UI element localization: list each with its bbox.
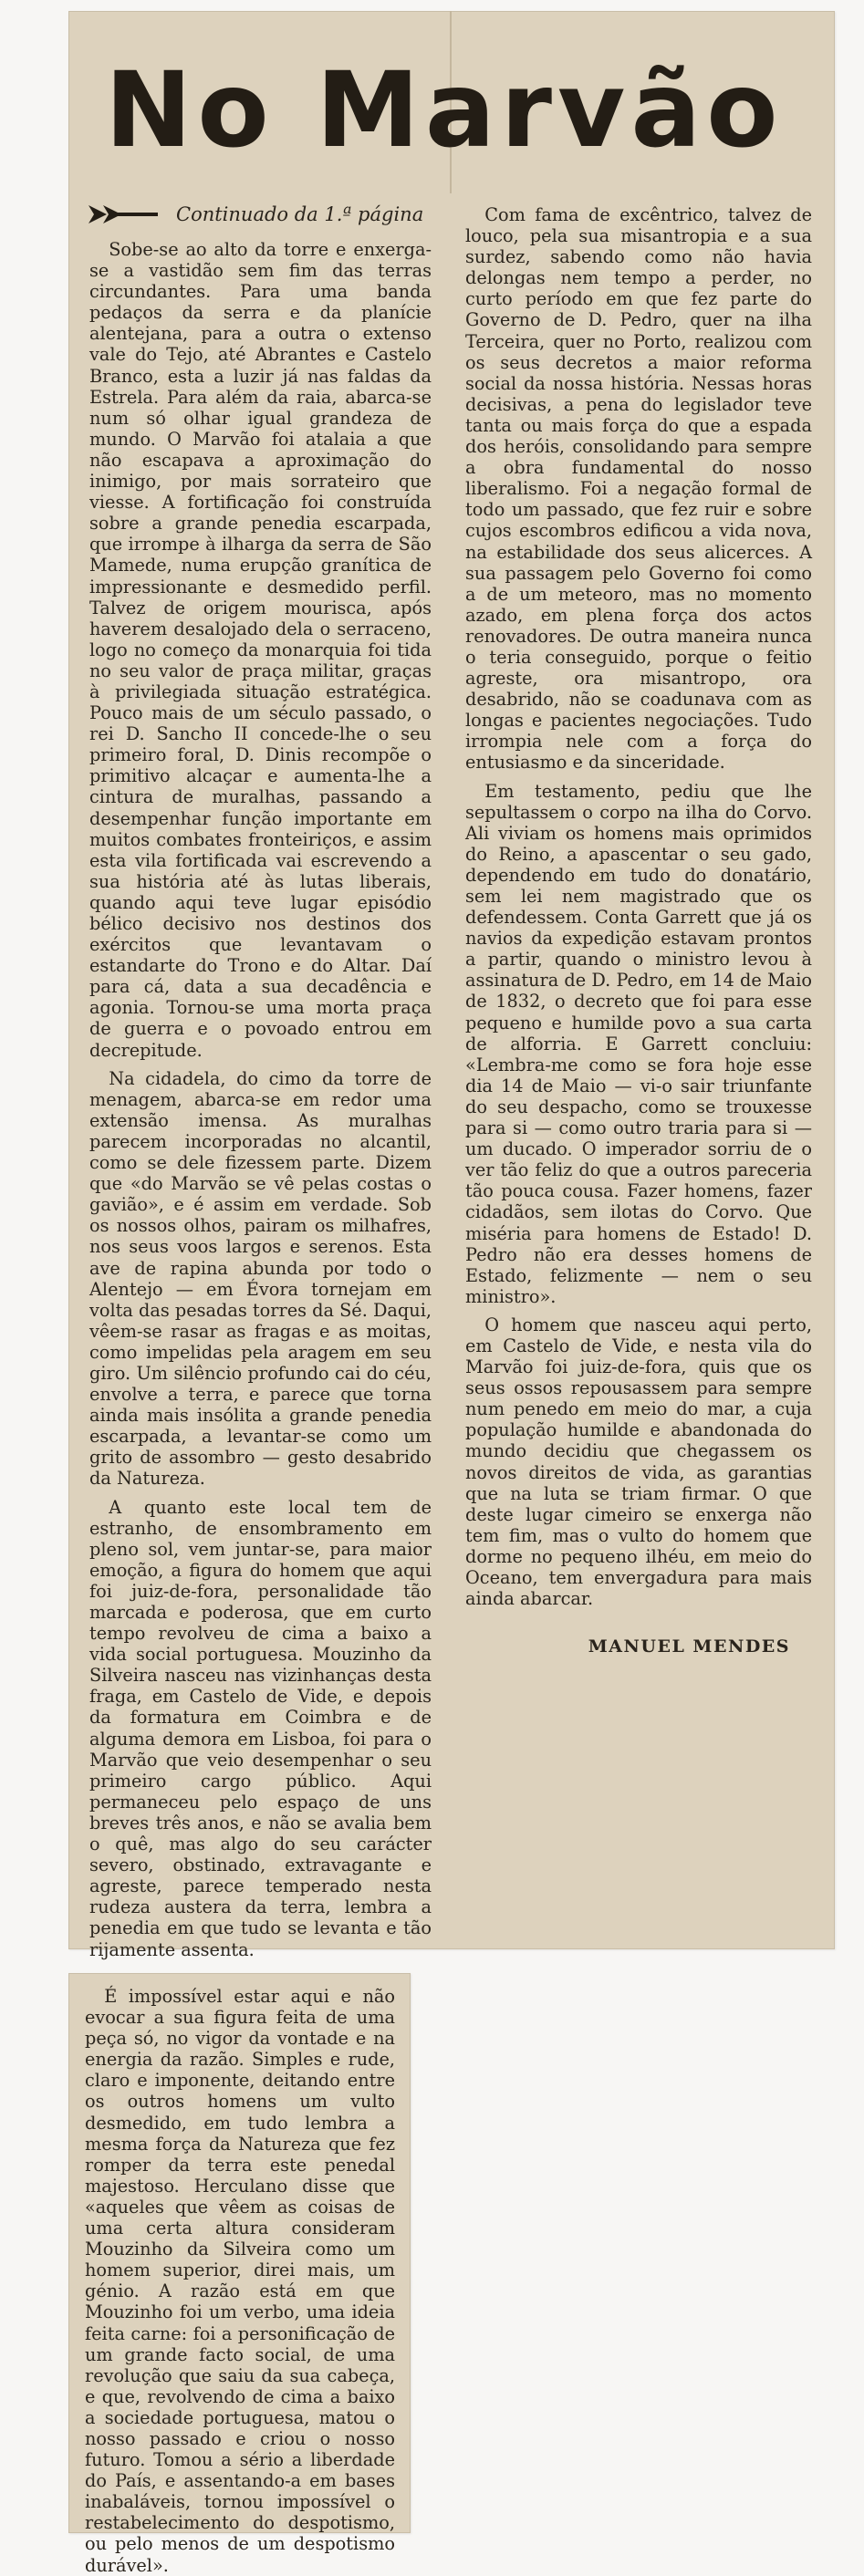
- paragraph: Sobe-se ao alto da torre e enxerga-se a vastidão sem fim das terras circundantes. Para uma banda pedaços da serra e da planície alentejana, para a outra o extenso vale do Tejo, até Abrantes e Castelo Branco, esta a luzir já nas faldas da Estrela. Para além da raia, abarca-se num só olhar igual grandeza de mundo. O Marvão foi atalaia a que não escapava a aproximação do inimigo, por mais sorrateiro que viesse. A fortificação foi construída sobre a grande penedia escarpada, que irrompe à ilharga da serra de São Mamede, numa erupção granítica de impressionante e desmedido perfil. Talvez de origem mourisca, após haverem desalojado dela o serraceno, logo no começo da monarquia foi tida no seu valor de praça militar, graças à privilegiada situação estratégica. Pouco mais de um século passado, o rei D. Sancho II concede-lhe o seu primeiro foral, D. Dinis recompõe o primitivo alcaçar e aumenta-lhe a cintura de muralhas, passando a desempenhar função importante em muitos combates fronteiriços, e assim esta vila fortificada vai escrevendo a sua história até às lutas liberais, quando aqui teve lugar episódio bélico decisivo nos destinos dos exércitos que levantavam o estandarte do Trono e do Altar. Daí para cá, data a sua decadência e agonia. Tornou-se uma morta praça de guerra e o povoado entrou em decrepitude.: [89, 239, 432, 1061]
- paragraph: Com fama de excêntrico, talvez de louco, pela sua misantropia e a sua surdez, sabendo como não havia delongas nem tempo a perder, no curto período em que fez parte do Governo de D. Pedro, quer na ilha Terceira, quer no Porto, realizou com os seus decretos a maior reforma social da nossa história. Nessas horas decisivas, a pena do legislador teve tanta ou mais força do que a espada dos heróis, consolidando para sempre a obra fundamental do nosso liberalismo. Foi a negação formal de todo um passado, que fez ruir e sobre cujos escombros edificou a vida nova, na estabilidade dos seus alicerces. A sua passagem pelo Governo foi como a de um meteoro, mas no momento azado, em plena força dos actos renovadores. De outra maneira nunca o teria conseguido, porque o feitio agreste, ora misantropo, ora desabrido, não se coadunava com as longas e pacientes negociações. Tudo irrompia nele com a força do entusiasmo e da sinceridade.: [465, 204, 812, 774]
- paragraph: É impossível estar aqui e não evocar a sua figura feita de uma peça só, no vigor da vontade e na energia da razão. Simples e rude, claro e imponente, deitando entre os outros homens um vulto desmedido, em tudo lembra a mesma força da Natureza que fez romper da terra este penedal majestoso. Herculano disse que «aqueles que vêem as coisas de uma certa altura consideram Mouzinho da Silveira como um homem superior, direi mais, um génio. A razão está em que Mouzinho foi um verbo, uma ideia feita carne: foi a personificação de um grande facto social, de uma revolução que saiu da sua cabeça, e que, revolvendo de cima a baixo a sociedade portuguesa, matou o nosso passado e criou o nosso futuro. Tomou a sério a liberdade do País, e assentando-a em bases inabaláveis, tornou impossível o restabelecimento do despotismo, ou pelo menos de um despotismo durável».: [85, 1986, 395, 2576]
- continued-header: [87, 201, 470, 228]
- headline: No Marvão: [105, 49, 784, 171]
- paragraph: A quanto este local tem de estranho, de ensombramento em pleno sol, vem juntar-se, para maior emoção, a figura do homem que aqui foi juiz-de-fora, personalidade tão marcada e poderosa, que em curto tempo revolveu de cima a baixo a vida social portuguesa. Mouzinho da Silveira nasceu nas vizinhanças desta fraga, em Castelo de Vide, e depois da formatura em Coimbra e de alguma demora em Lisboa, foi para o Marvão que veio desempenhar o seu primeiro cargo público. Aqui permaneceu pelo espaço de uns breves três anos, e não se avalia bem o quê, mas algo do seu carácter severo, obstinado, extravagante e agreste, parece temperado nesta rudeza austera da terra, lembra a penedia em que tudo se levanta e tão rijamente assenta.: [89, 1496, 432, 1960]
- article-column-left: [89, 239, 432, 1960]
- author-byline: MANUEL MENDES: [588, 1636, 790, 1657]
- paragraph: Em testamento, pediu que lhe sepultassem o corpo na ilha do Corvo. Ali viviam os homens mais oprimidos do Reino, a apascentar o seu gado, dependendo em tudo do donatário, sem lei nem magistrado que os defendessem. Conta Garrett que já os navios da expedição estavam prontos a partir, quando o ministro levou à assinatura de D. Pedro, em 14 de Maio de 1832, o decreto que foi para esse pequeno e humilde povo a sua carta de alforria. E Garrett concluiu: «Lembra-me como se fora hoje esse dia 14 de Maio — vi-o sair triunfante do seu despacho, como se trouxesse para si — como outro traria para si — um ducado. O imperador sorriu de o ver tão feliz do que a outros pareceria tão pouca cousa. Fazer homens, fazer cidadãos, sem ilotas do Corvo. Que miséria para homens de Estado! D. Pedro não era desses homens de Estado, felizmente — nem o seu ministro».: [465, 780, 812, 1307]
- newspaper-clipping-continuation: [68, 1973, 411, 2576]
- paragraph: Na cidadela, do cimo da torre de menagem, abarca-se em redor uma extensão imensa. As muralhas parecem incorporadas no alcantil, como se dele fizessem parte. Dizem que «do Marvão se vê pelas costas o gavião», e é assim em verdade. Sob os nossos olhos, pairam os milhafres, nos seus voos largos e serenos. Esta ave de rapina abunda por todo o Alentejo — em Évora tornejam em volta das pesadas torres da Sé. Daqui, vêem-se rasar as fragas e as moitas, como impelidas pela aragem em seu giro. Um silêncio profundo cai do céu, envolve a terra, e parece que torna ainda mais insólita a grande penedia escarpada, a levantar-se como um grito de assombro — gesto desabrido da Natureza.: [89, 1067, 432, 1490]
- paragraph: O homem que nasceu aqui perto, em Castelo de Vide, e nesta vila do Marvão foi juiz-de-fora, quis que os seus ossos repousassem para sempre num penedo em meio do mar, a cuja população humilde e abandonada do mundo decidiu que chegassem os novos direitos de vida, as garantias que na luta se triam firmar. O que deste lugar cimeiro se enxerga não tem fim, mas o vulto do homem que dorme no pequeno ilhéu, em meio do Oceano, tem envergadura para mais ainda abarcar.: [465, 1314, 812, 1610]
- double-arrow-icon: [87, 202, 160, 227]
- continued-label: Continuado da 1.ª página: [176, 203, 424, 225]
- newspaper-clipping-main: [68, 11, 835, 1960]
- article-column-continuation: [85, 1986, 395, 2576]
- article-column-right: [465, 204, 812, 1657]
